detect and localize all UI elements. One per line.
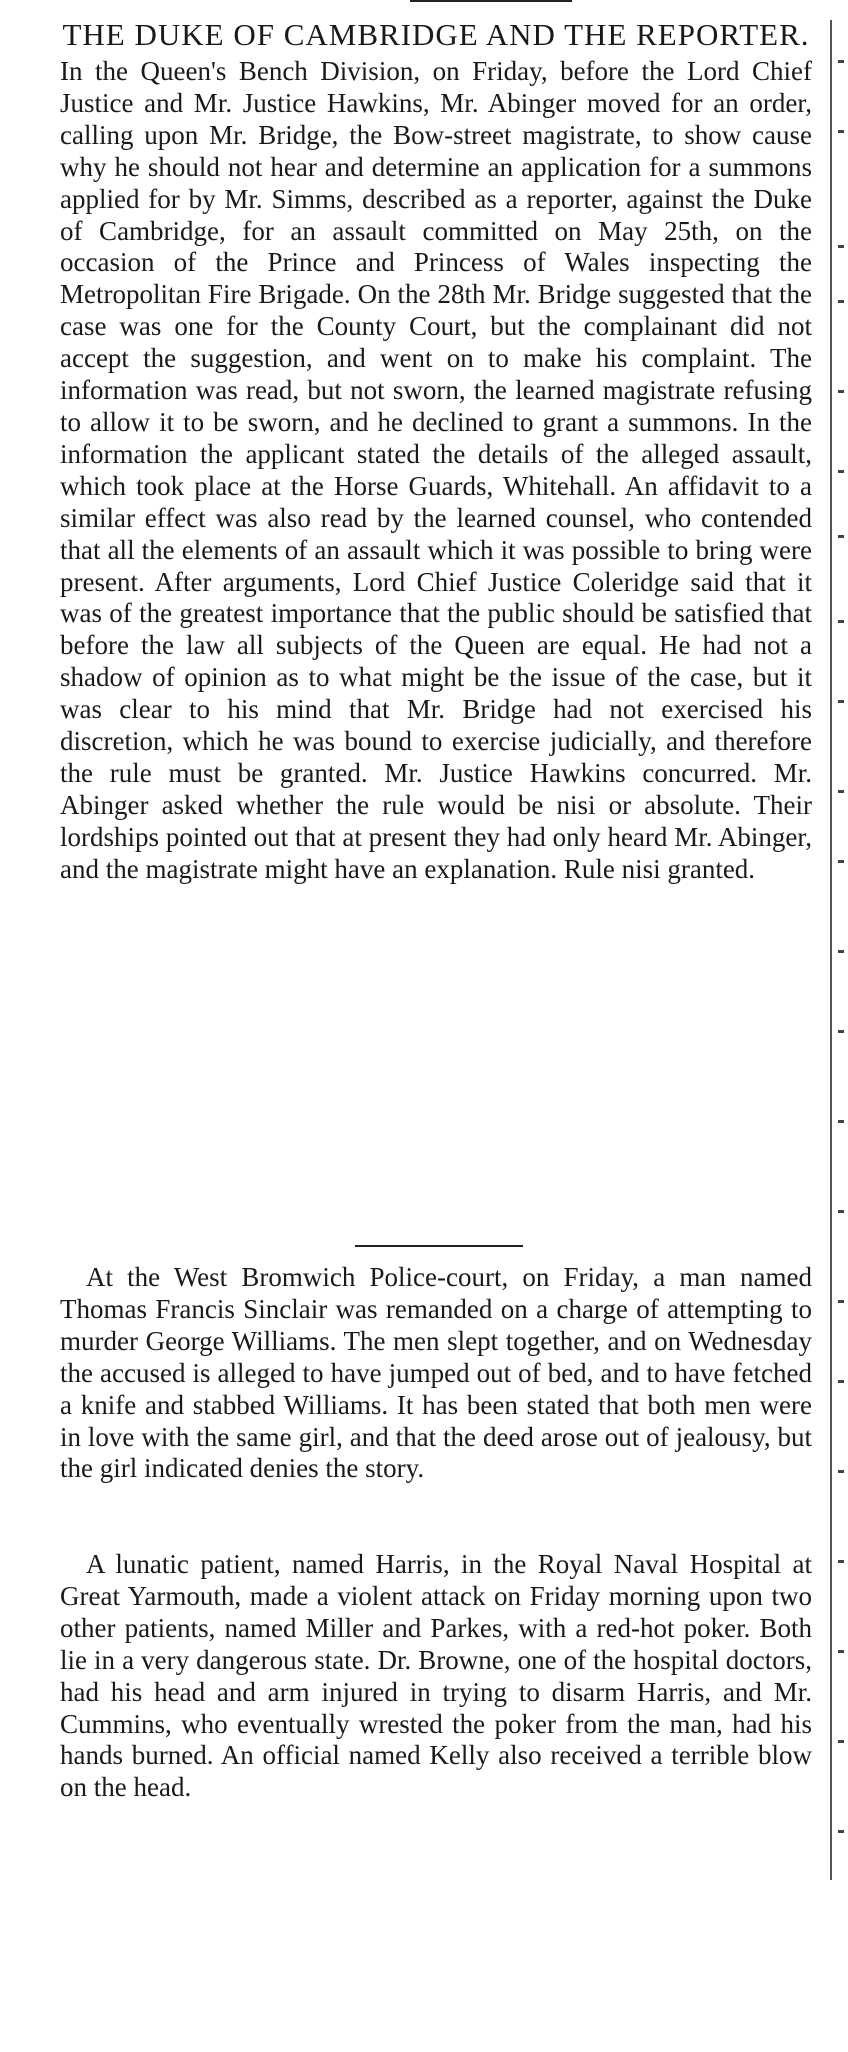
article-great-yarmouth (60, 1549, 812, 1804)
article-body: At the West Bromwich Police-court, on Friday, a man named Thomas Francis Sinclair was remanded on a charge of attempting to murder George Williams. The men slept together, and on Wednesday the accused is alleged to have jumped out of bed, and to have fetched a knife and stabbed Williams. It has been stated that both men were in love with the same girl, and that the deed arose out of jealousy, but the girl indicated denies the story. (60, 1262, 812, 1484)
section-divider (355, 1245, 523, 1247)
article-body: A lunatic patient, named Harris, in the Royal Naval Hospital at Great Yarmouth, made a violent attack on Friday morning upon two other patients, named Miller and Parkes, with a red-hot poker. Both lie in a very dangerous state. Dr. Browne, one of the hospital doctors, had his head and arm injured in trying to disarm Harris, and Mr. Cummins, who eventually wrested the poker from the man, had his hands burned. An official named Kelly also received a terrible blow on the head. (60, 1549, 812, 1803)
top-rule (410, 0, 572, 2)
article-duke-of-cambridge (60, 17, 812, 886)
headline: THE DUKE OF CAMBRIDGE AND THE REPORTER. (62, 17, 810, 52)
column-rule (830, 20, 832, 1880)
article-body: In the Queen's Bench Division, on Friday, before the Lord Chief Justice and Mr. Justice Hawkins, Mr. Abinger moved for an order, calling upon Mr. Bridge, the Bow-street magistrate, to show cause why he should not hear and determine an application for a summons applied for by Mr. Simms, described as a reporter, against the Duke of Cambridge, for an assault committed on May 25th, on the occasion of the Prince and Princess of Wales inspecting the Metropolitan Fire Brigade. On the 28th Mr. Bridge suggested that the case was one for the County Court, but the complainant did not accept the suggestion, and went on to make his complaint. The information was read, but not sworn, the learned magistrate refusing to allow it to be sworn, and he declined to grant a summons. In the information the applicant stated the details of the alleged assault, which took place at the Horse Guards, Whitehall. An affidavit to a similar effect was also read by the learned counsel, who contended that all the elements of an assault which it was possible to bring were present. After arguments, Lord Chief Justice Coleridge said that it was of the greatest importance that the public should be satisfied that before the law all subjects of the Queen are equal. He had not a shadow of opinion as to what might be the issue of the case, but it was clear to his mind that Mr. Bridge had not exercised his discretion, which he was bound to exercise judicially, and therefore the rule must be granted. Mr. Justice Hawkins concurred. Mr. Abinger asked whether the rule would be nisi or absolute. Their lordships pointed out that at present they had only heard Mr. Abinger, and the magistrate might have an explanation. Rule nisi granted. (60, 56, 812, 884)
article-west-bromwich (60, 1262, 812, 1485)
adjacent-column-edge (836, 0, 848, 1900)
